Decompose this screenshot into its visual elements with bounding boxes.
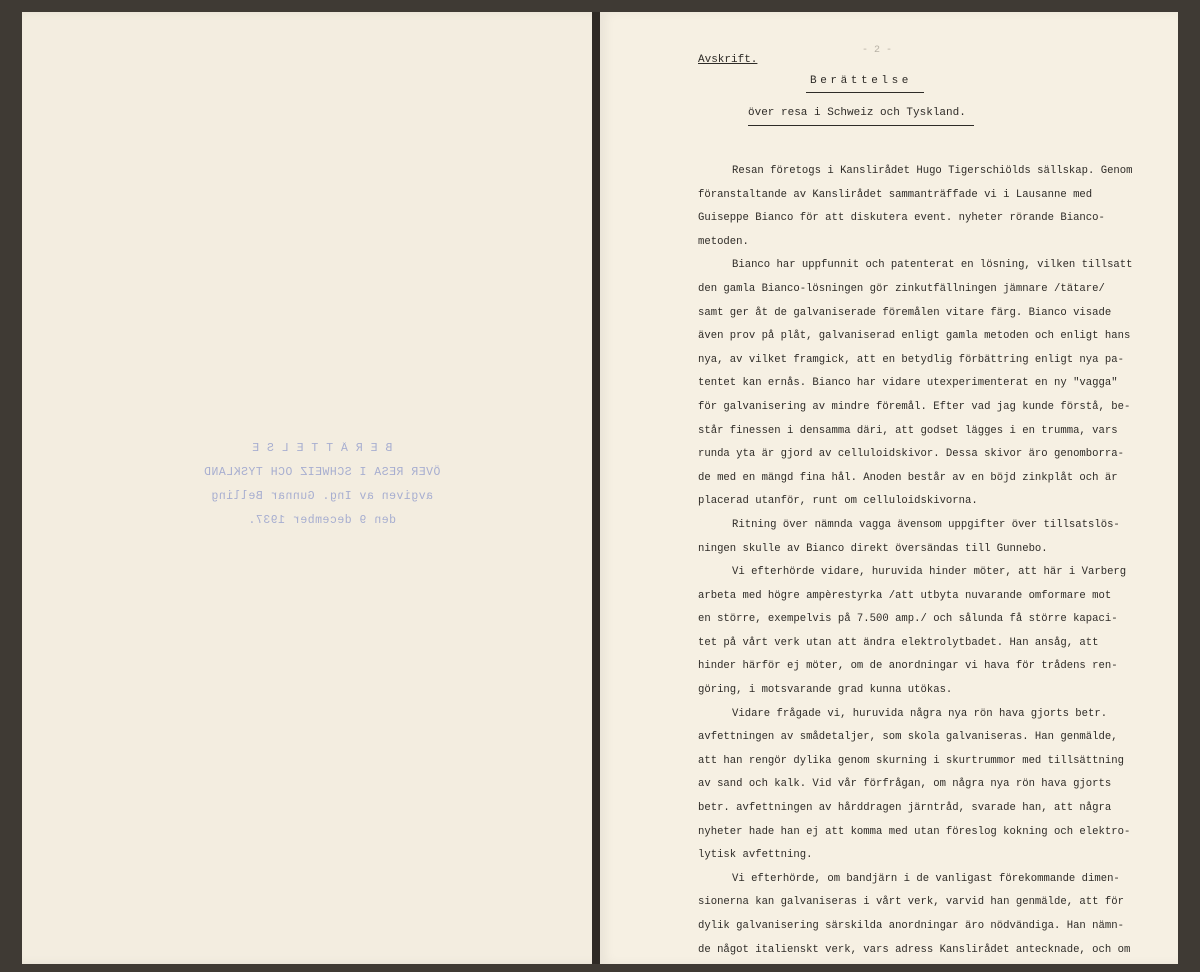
text-line: dylik galvanisering särskilda anordningar äro nödvändiga. Han nämn-	[698, 920, 1124, 932]
report-body	[698, 160, 1138, 962]
bleed-line: den 9 december 1937.	[247, 514, 397, 527]
report-subtitle: över resa i Schweiz och Tyskland.	[748, 107, 966, 119]
text-line: tentet kan ernås. Bianco har vidare utexperimenterat en ny "vagga"	[698, 377, 1118, 390]
text-line: Vi efterhörde, om bandjärn i de vanligast förekommande dimen-	[732, 872, 1120, 885]
text-line: de med en mängd fina hål. Anoden består av en böjd zinkplåt och är	[698, 471, 1118, 484]
text-line: sionerna kan galvaniseras i vårt verk, varvid han genmälde, att för	[698, 896, 1124, 909]
text-line: placerad utanför, runt om celluloidskivorna.	[698, 495, 978, 508]
text-line: göring, i motsvarande grad kunna utökas.	[698, 684, 953, 697]
text-line: betr. avfettningen av hårddragen järntråd, svarade han, att några	[698, 802, 1112, 815]
text-line: hinder härför ej möter, om de anordningar vi hava för trådens ren-	[698, 660, 1118, 673]
text-line: att han rengör dylika genom skurning i skurtrummor med tillsättning	[698, 754, 1124, 767]
text-line: föranstaltande av Kanslirådet sammanträffade vi i Lausanne med	[698, 188, 1093, 201]
report-title: Berättelse	[810, 75, 913, 87]
text-line: Vi efterhörde vidare, huruvida hinder möter, att här i Varberg	[732, 566, 1127, 579]
text-line: arbeta med högre ampèrestyrka /att utbyta nuvarande omformare mot	[698, 589, 1112, 602]
text-line: står finessen i densamma däri, att godset lägges i en trumma, vars	[698, 424, 1118, 437]
bleed-line: avgiven av Ing. Gunnar Belling	[210, 490, 434, 503]
text-line: Vidare frågade vi, huruvida några nya rön hava gjorts betr.	[732, 707, 1108, 720]
text-line: nya, av vilket framgick, att en betydlig förbättring enligt nya pa-	[698, 353, 1124, 366]
text-line: metoden.	[698, 235, 749, 248]
text-line: samt ger åt de galvaniserade föremålen vitare färg. Bianco visade	[698, 306, 1112, 319]
text-line: för galvanisering av mindre föremål. Efter vad jag kunde förstå, be-	[698, 400, 1131, 413]
text-line: ningen skulle av Bianco direkt översändas till Gunnebo.	[698, 542, 1048, 555]
text-line: Guiseppe Bianco för att diskutera event. nyheter rörande Bianco-	[698, 212, 1105, 225]
text-line: nyheter hade han ej att komma med utan föreslog kokning och elektro-	[698, 825, 1131, 838]
text-line: tet på vårt verk utan att ändra elektrolytbadet. Han ansåg, att	[698, 636, 1099, 649]
text-line: Resan företogs i Kanslirådet Hugo Tigerschiölds sällskap. Genom	[732, 165, 1133, 177]
bleed-line: ÖVER RESA I SCHWEIZ OCH TYSKLAND	[203, 466, 441, 479]
typed-report	[600, 12, 1178, 964]
text-line: den gamla Bianco-lösningen gör zinkutfällningen jämnare /tätare/	[698, 282, 1105, 295]
subtitle-underline	[748, 125, 974, 126]
bleed-line: B E R Ä T T E L S E	[251, 442, 393, 455]
left-page	[22, 12, 607, 964]
text-line: av sand och kalk. Vid vår förfrågan, om några nya rön hava gjorts	[698, 778, 1112, 791]
text-line: lytisk avfettning.	[698, 849, 813, 862]
right-page	[600, 12, 1178, 964]
text-line: en större, exempelvis på 7.500 amp./ och sålunda få större kapaci-	[698, 613, 1118, 626]
text-line: avfettningen av smådetaljer, som skola galvaniseras. Han genmälde,	[698, 731, 1118, 744]
page-number: - 2 -	[862, 45, 893, 56]
text-line: de något italienskt verk, vars adress Kanslirådet antecknade, och om	[698, 943, 1131, 956]
reversed-stamp-bleed	[172, 437, 472, 533]
avskrift-label: Avskrift.	[698, 54, 758, 66]
page-gutter	[592, 12, 600, 964]
text-line: runda yta är gjord av celluloidskivor. Dessa skivor äro genomborra-	[698, 448, 1124, 461]
title-underline	[806, 92, 924, 93]
text-line: även prov på plåt, galvaniserad enligt gamla metoden och enligt hans	[698, 330, 1131, 343]
text-line: Ritning över nämnda vagga ävensom uppgifter över tillsatslös-	[732, 518, 1120, 531]
text-line: Bianco har uppfunnit och patenterat en lösning, vilken tillsatt	[732, 259, 1133, 272]
